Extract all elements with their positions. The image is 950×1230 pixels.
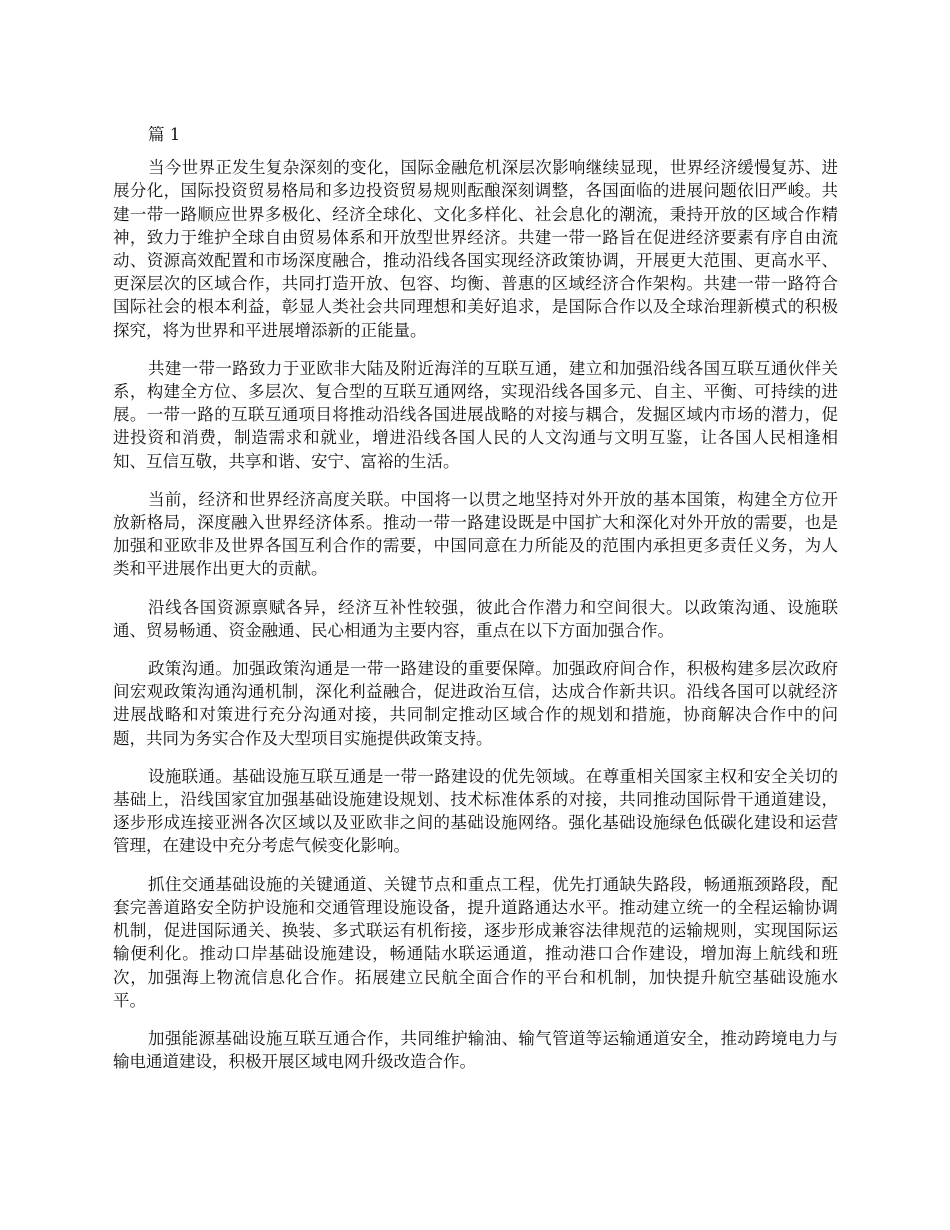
section-heading: 篇 1 [148, 125, 181, 144]
paragraph-1: 当今世界正发生复杂深刻的变化，国际金融危机深层次影响继续显现，世界经济缓慢复苏、进展分化，国际投资贸易格局和多边投资贸易规则酝酿深刻调整，各国面临的进展问题依旧严峻。共建一带一路顺应世界多极化、经济全球化、文化多样化、社会息化的潮流，秉持开放的区域合作精神，致力于维护全球自由贸易体系和开放型世界经济。共建一带一路旨在促进经济要素有序自由流动、资源高效配置和市场深度融合，推动沿线各国实现经济政策协调，开展更大范围、更高水平、更深层次的区域合作，共同打造开放、包容、均衡、普惠的区域经济合作架构。共建一带一路符合国际社会的根本利益，彰显人类社会共同理想和美好追求，是国际合作以及全球治理新模式的积极探究，将为世界和平进展增添新的正能量。 [113, 158, 838, 340]
paragraph-3: 当前，经济和世界经济高度关联。中国将一以贯之地坚持对外开放的基本国策，构建全方位开放新格局，深度融入世界经济体系。推动一带一路建设既是中国扩大和深化对外开放的需要，也是加强和亚欧非及世界各国互利合作的需要，中国同意在力所能及的范围内承担更多责任义务，为人类和平进展作出更大的贡献。 [113, 489, 838, 579]
paragraph-7: 抓住交通基础设施的关键通道、关键节点和重点工程，优先打通缺失路段，畅通瓶颈路段，配套完善道路安全防护设施和交通管理设施设备，提升道路通达水平。推动建立统一的全程运输协调机制，促进国际通关、换装、多式联运有机衔接，逐步形成兼容法律规范的运输规则，实现国际运输便利化。推动口岸基础设施建设，畅通陆水联运通道，推动港口合作建设，增加海上航线和班次，加强海上物流信息化合作。拓展建立民航全面合作的平台和机制，加快提升航空基础设施水平。 [113, 874, 838, 1010]
document-page [113, 123, 838, 1088]
paragraph-8: 加强能源基础设施互联互通合作，共同维护输油、输气管道等运输通道安全，推动跨境电力与输电通道建设，积极开展区域电网升级改造合作。 [113, 1028, 838, 1072]
paragraph-2: 共建一带一路致力于亚欧非大陆及附近海洋的互联互通，建立和加强沿线各国互联互通伙伴关系，构建全方位、多层次、复合型的互联互通网络，实现沿线各国多元、自主、平衡、可持续的进展。一带一路的互联互通项目将推动沿线各国进展战略的对接与耦合，发掘区域内市场的潜力，促进投资和消费，制造需求和就业，增进沿线各国人民的人文沟通与文明互鉴，让各国人民相逢相知、互信互敬，共享和谐、安宁、富裕的生活。 [113, 358, 838, 471]
paragraph-6: 设施联通。基础设施互联互通是一带一路建设的优先领域。在尊重相关国家主权和安全关切的基础上，沿线国家宜加强基础设施建设规划、技术标准体系的对接，共同推动国际骨干通道建设，逐步形成连接亚洲各次区域以及亚欧非之间的基础设施网络。强化基础设施绿色低碳化建设和运营管理，在建设中充分考虑气候变化影响。 [113, 766, 838, 856]
paragraph-4: 沿线各国资源禀赋各异，经济互补性较强，彼此合作潜力和空间很大。以政策沟通、设施联通、贸易畅通、资金融通、民心相通为主要内容，重点在以下方面加强合作。 [113, 597, 838, 640]
paragraph-5: 政策沟通。加强政策沟通是一带一路建设的重要保障。加强政府间合作，积极构建多层次政府间宏观政策沟通沟通机制，深化利益融合，促进政治互信，达成合作新共识。沿线各国可以就经济进展战略和对策进行充分沟通对接，共同制定推动区域合作的规划和措施，协商解决合作中的问题，共同为务实合作及大型项目实施提供政策支持。 [113, 659, 838, 748]
